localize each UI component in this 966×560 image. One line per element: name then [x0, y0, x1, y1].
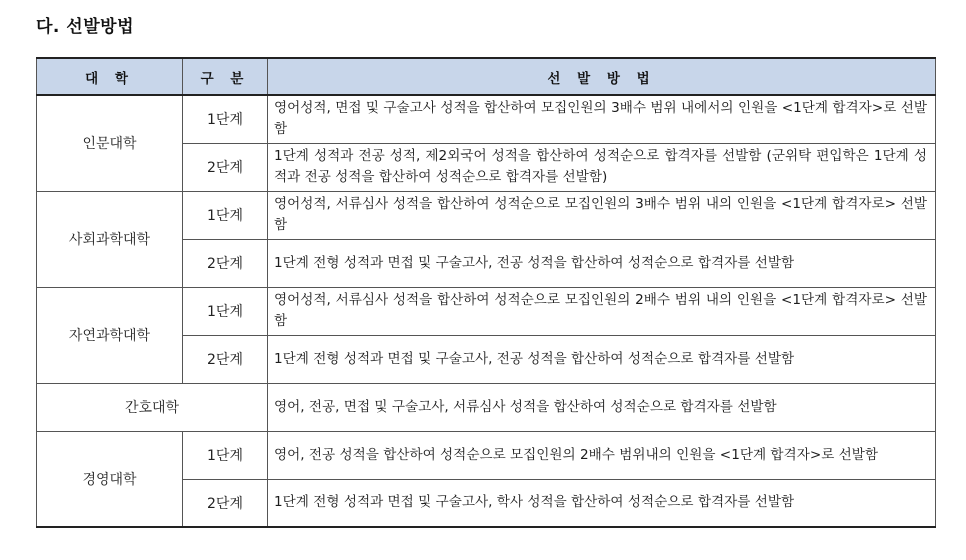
method-cell: 영어, 전공 성적을 합산하여 성적순으로 모집인원의 2배수 범위내의 인원을 <1단계 합격자>로 선발함 [268, 431, 936, 479]
stage-cell: 1단계 [183, 287, 268, 335]
table-row [37, 95, 936, 143]
selection-method-table [36, 57, 936, 528]
stage-cell: 2단계 [183, 335, 268, 383]
table-row [37, 431, 936, 479]
stage-cell: 1단계 [183, 191, 268, 239]
header-university: 대 학 [37, 58, 183, 95]
stage-cell: 1단계 [183, 95, 268, 143]
method-cell: 1단계 전형 성적과 면접 및 구술고사, 전공 성적을 합산하여 성적순으로 합격자를 선발함 [268, 335, 936, 383]
method-cell: 영어성적, 면접 및 구술고사 성적을 합산하여 모집인원의 3배수 범위 내에서의 인원을 <1단계 합격자>로 선발함 [268, 95, 936, 143]
university-cell: 자연과학대학 [37, 287, 183, 383]
university-cell: 간호대학 [37, 383, 268, 431]
method-cell: 영어성적, 서류심사 성적을 합산하여 성적순으로 모집인원의 2배수 범위 내의 인원을 <1단계 합격자로> 선발함 [268, 287, 936, 335]
method-cell: 영어, 전공, 면접 및 구술고사, 서류심사 성적을 합산하여 성적순으로 합격자를 선발함 [268, 383, 936, 431]
method-cell: 1단계 전형 성적과 면접 및 구술고사, 학사 성적을 합산하여 성적순으로 합격자를 선발함 [268, 479, 936, 527]
table-row [37, 383, 936, 431]
method-cell: 1단계 전형 성적과 면접 및 구술고사, 전공 성적을 합산하여 성적순으로 합격자를 선발함 [268, 239, 936, 287]
stage-cell: 2단계 [183, 143, 268, 191]
university-cell: 인문대학 [37, 95, 183, 191]
header-stage: 구 분 [183, 58, 268, 95]
university-cell: 사회과학대학 [37, 191, 183, 287]
header-method: 선 발 방 법 [268, 58, 936, 95]
method-cell: 영어성적, 서류심사 성적을 합산하여 성적순으로 모집인원의 3배수 범위 내의 인원을 <1단계 합격자로> 선발함 [268, 191, 936, 239]
stage-cell: 2단계 [183, 239, 268, 287]
stage-cell: 2단계 [183, 479, 268, 527]
stage-cell: 1단계 [183, 431, 268, 479]
table-header-row [37, 58, 936, 95]
section-title: 다. 선발방법 [36, 17, 134, 37]
table-row [37, 191, 936, 239]
university-cell: 경영대학 [37, 431, 183, 527]
method-cell: 1단계 성적과 전공 성적, 제2외국어 성적을 합산하여 성적순으로 합격자를 선발함 (군위탁 편입학은 1단계 성적과 전공 성적을 합산하여 성적순으로 합격자를 선발함) [268, 143, 936, 191]
table-row [37, 287, 936, 335]
